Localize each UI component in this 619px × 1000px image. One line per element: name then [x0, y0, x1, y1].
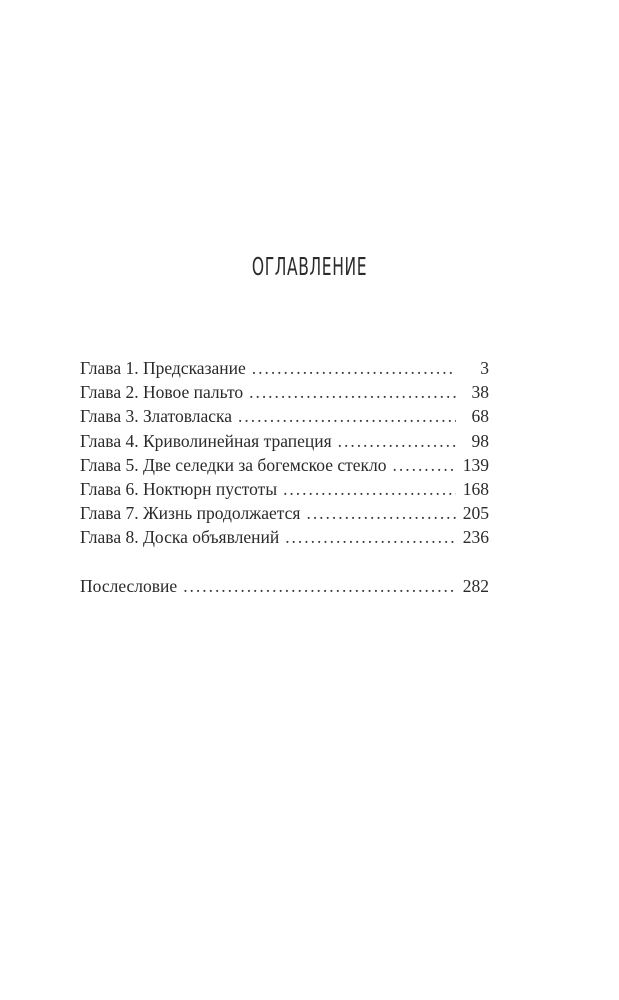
dot-leader	[283, 477, 456, 501]
toc-entry-chapter-2	[80, 380, 489, 404]
dot-leader	[393, 453, 456, 477]
toc-entry-label: Глава 5. Две селедки за богемское стекло	[80, 454, 387, 475]
dot-leader	[252, 356, 456, 380]
toc-entry-page: 3	[480, 358, 489, 378]
toc-entry-chapter-5	[80, 453, 489, 477]
toc-entry-page: 139	[462, 454, 489, 475]
toc-entry-page: 205	[462, 503, 489, 524]
toc-entry-label: Глава 7. Жизнь продолжается	[80, 503, 301, 524]
toc-entry-page: 168	[462, 478, 489, 499]
toc-entry-label: Глава 2. Новое пальто	[80, 382, 244, 403]
toc-entry-chapter-8	[80, 525, 489, 549]
dot-leader	[249, 380, 456, 404]
toc-entry-chapter-4	[80, 429, 489, 453]
toc-entry-page: 282	[462, 575, 489, 596]
table-of-contents	[80, 356, 489, 598]
toc-entry-label: Глава 6. Ноктюрн пустоты	[80, 478, 278, 499]
toc-entry-page: 236	[462, 527, 489, 548]
toc-entry-chapter-3	[80, 404, 489, 428]
page-title: ОГЛАВЛЕНИЕ	[251, 252, 368, 281]
toc-entry-page: 38	[471, 382, 489, 403]
toc-entry-chapter-1	[80, 356, 489, 380]
toc-spacer	[80, 550, 489, 574]
toc-entry-page: 98	[471, 430, 489, 451]
toc-entry-label: Глава 8. Доска объявлений	[80, 527, 280, 548]
toc-entry-label: Послесловие	[80, 575, 178, 596]
dot-leader	[285, 525, 456, 549]
toc-entry-label: Глава 4. Криволинейная трапеция	[80, 430, 332, 451]
toc-entry-afterword	[80, 574, 489, 598]
dot-leader	[306, 501, 456, 525]
dot-leader	[238, 404, 456, 428]
toc-entry-chapter-7	[80, 501, 489, 525]
toc-entry-chapter-6	[80, 477, 489, 501]
toc-entry-label: Глава 3. Златовласка	[80, 406, 233, 427]
dot-leader	[338, 429, 456, 453]
dot-leader	[183, 574, 456, 598]
toc-entry-label: Глава 1. Предсказание	[80, 358, 246, 378]
toc-entry-page: 68	[471, 406, 489, 427]
